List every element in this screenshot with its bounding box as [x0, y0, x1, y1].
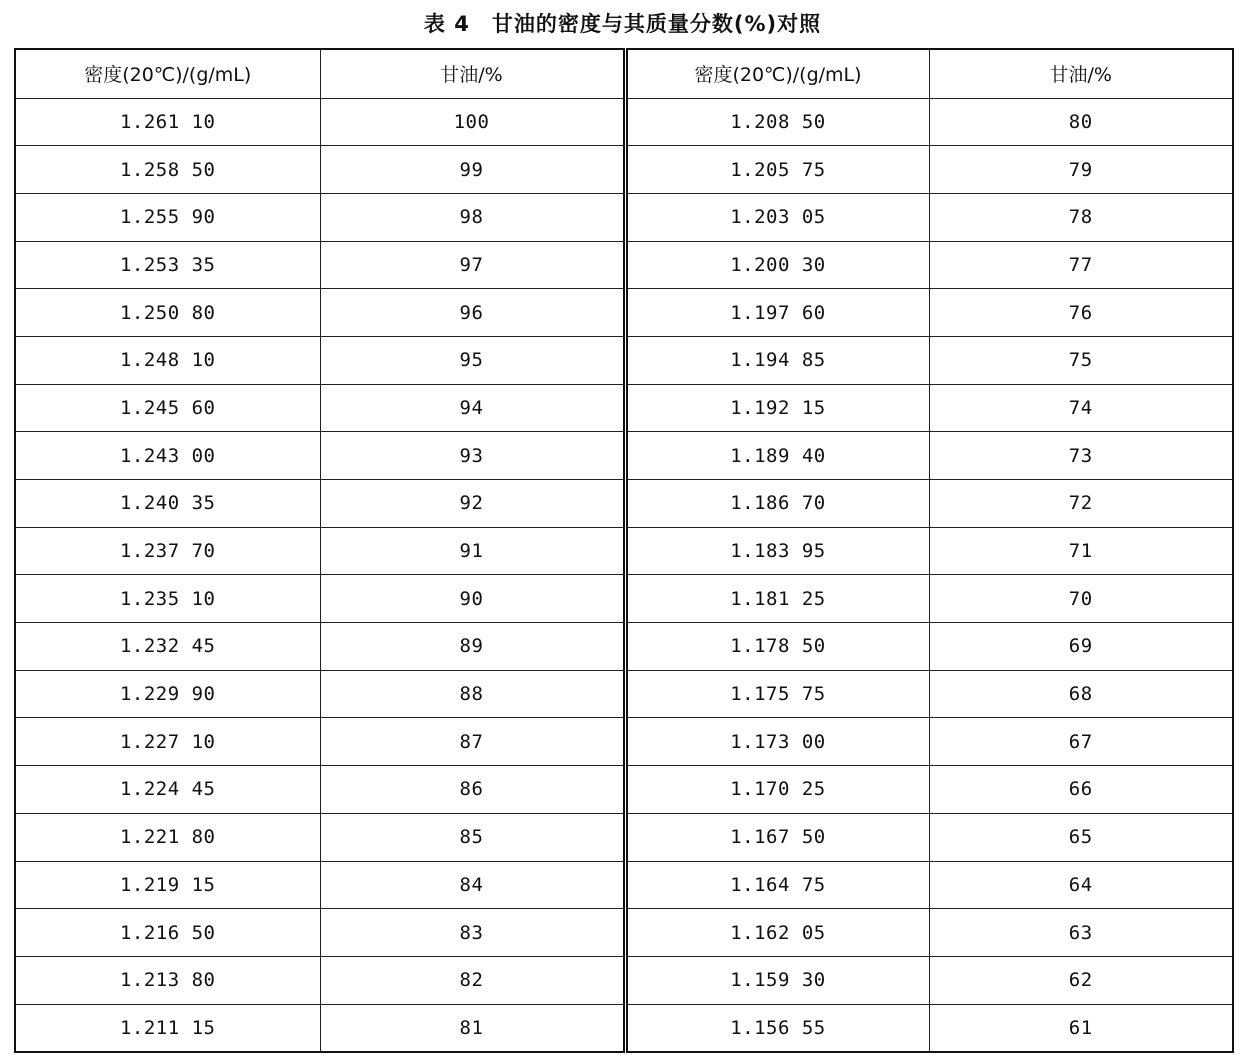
table-row	[15, 146, 1233, 194]
density-cell-left: 1.219 15	[15, 861, 320, 909]
density-cell-left: 1.213 80	[15, 956, 320, 1004]
density-cell-right: 1.170 25	[625, 766, 929, 814]
glycerol-cell-left: 86	[320, 766, 625, 814]
glycerol-cell-right: 78	[929, 193, 1233, 241]
glycerol-cell-right: 72	[929, 480, 1233, 528]
glycerol-cell-right: 80	[929, 98, 1233, 146]
table-row	[15, 718, 1233, 766]
glycerol-cell-right: 62	[929, 956, 1233, 1004]
glycerol-cell-right: 70	[929, 575, 1233, 623]
table-row	[15, 384, 1233, 432]
table-row	[15, 575, 1233, 623]
glycerol-cell-left: 83	[320, 909, 625, 957]
density-cell-right: 1.156 55	[625, 1004, 929, 1052]
glycerol-cell-right: 69	[929, 623, 1233, 671]
density-cell-right: 1.167 50	[625, 813, 929, 861]
glycerol-cell-right: 73	[929, 432, 1233, 480]
density-cell-right: 1.181 25	[625, 575, 929, 623]
density-cell-right: 1.164 75	[625, 861, 929, 909]
header-glycerol-left: 甘油/%	[320, 49, 625, 98]
glycerol-cell-right: 75	[929, 336, 1233, 384]
glycerol-cell-right: 66	[929, 766, 1233, 814]
glycerol-cell-left: 90	[320, 575, 625, 623]
header-density-left: 密度(20℃)/(g/mL)	[15, 49, 320, 98]
density-cell-right: 1.203 05	[625, 193, 929, 241]
density-cell-left: 1.250 80	[15, 289, 320, 337]
glycerol-density-table	[14, 48, 1234, 1053]
density-cell-right: 1.205 75	[625, 146, 929, 194]
density-cell-left: 1.237 70	[15, 527, 320, 575]
glycerol-cell-right: 74	[929, 384, 1233, 432]
table-row	[15, 289, 1233, 337]
header-row	[15, 49, 1233, 98]
glycerol-cell-right: 65	[929, 813, 1233, 861]
glycerol-cell-left: 89	[320, 623, 625, 671]
glycerol-cell-left: 93	[320, 432, 625, 480]
glycerol-cell-left: 97	[320, 241, 625, 289]
header-density-right: 密度(20℃)/(g/mL)	[625, 49, 929, 98]
glycerol-cell-right: 76	[929, 289, 1233, 337]
density-cell-right: 1.192 15	[625, 384, 929, 432]
density-cell-right: 1.200 30	[625, 241, 929, 289]
glycerol-cell-left: 85	[320, 813, 625, 861]
table-row	[15, 241, 1233, 289]
glycerol-cell-right: 67	[929, 718, 1233, 766]
density-cell-left: 1.235 10	[15, 575, 320, 623]
glycerol-cell-left: 87	[320, 718, 625, 766]
density-cell-left: 1.255 90	[15, 193, 320, 241]
glycerol-cell-right: 61	[929, 1004, 1233, 1052]
density-cell-left: 1.232 45	[15, 623, 320, 671]
glycerol-cell-left: 92	[320, 480, 625, 528]
table-number: 表 4	[423, 12, 470, 36]
density-cell-left: 1.243 00	[15, 432, 320, 480]
density-cell-left: 1.261 10	[15, 98, 320, 146]
density-cell-left: 1.240 35	[15, 480, 320, 528]
glycerol-cell-left: 81	[320, 1004, 625, 1052]
density-cell-left: 1.258 50	[15, 146, 320, 194]
glycerol-cell-left: 82	[320, 956, 625, 1004]
glycerol-cell-left: 96	[320, 289, 625, 337]
density-cell-right: 1.175 75	[625, 670, 929, 718]
density-cell-left: 1.248 10	[15, 336, 320, 384]
density-cell-left: 1.229 90	[15, 670, 320, 718]
table-row	[15, 1004, 1233, 1052]
glycerol-cell-left: 84	[320, 861, 625, 909]
density-cell-left: 1.253 35	[15, 241, 320, 289]
glycerol-cell-left: 100	[320, 98, 625, 146]
table-row	[15, 956, 1233, 1004]
density-cell-left: 1.224 45	[15, 766, 320, 814]
glycerol-cell-right: 63	[929, 909, 1233, 957]
table-row	[15, 336, 1233, 384]
density-cell-right: 1.194 85	[625, 336, 929, 384]
table-row	[15, 527, 1233, 575]
table-row	[15, 432, 1233, 480]
density-cell-right: 1.186 70	[625, 480, 929, 528]
table-row	[15, 98, 1233, 146]
glycerol-cell-left: 98	[320, 193, 625, 241]
table-row	[15, 766, 1233, 814]
header-glycerol-right: 甘油/%	[929, 49, 1233, 98]
table-row	[15, 480, 1233, 528]
density-cell-right: 1.208 50	[625, 98, 929, 146]
density-cell-left: 1.216 50	[15, 909, 320, 957]
glycerol-cell-right: 79	[929, 146, 1233, 194]
density-cell-right: 1.162 05	[625, 909, 929, 957]
glycerol-cell-right: 77	[929, 241, 1233, 289]
density-cell-right: 1.173 00	[625, 718, 929, 766]
density-cell-left: 1.227 10	[15, 718, 320, 766]
table-row	[15, 623, 1233, 671]
density-cell-right: 1.183 95	[625, 527, 929, 575]
glycerol-cell-left: 95	[320, 336, 625, 384]
table-caption	[0, 6, 1245, 42]
glycerol-cell-right: 64	[929, 861, 1233, 909]
glycerol-cell-right: 68	[929, 670, 1233, 718]
glycerol-cell-right: 71	[929, 527, 1233, 575]
table-row	[15, 670, 1233, 718]
table-body	[15, 98, 1233, 1052]
table-title: 甘油的密度与其质量分数(%)对照	[491, 12, 822, 36]
glycerol-cell-left: 91	[320, 527, 625, 575]
density-cell-right: 1.189 40	[625, 432, 929, 480]
density-cell-left: 1.221 80	[15, 813, 320, 861]
density-cell-left: 1.245 60	[15, 384, 320, 432]
glycerol-cell-left: 94	[320, 384, 625, 432]
density-cell-right: 1.159 30	[625, 956, 929, 1004]
table-row	[15, 909, 1233, 957]
density-cell-right: 1.178 50	[625, 623, 929, 671]
table-row	[15, 813, 1233, 861]
density-cell-left: 1.211 15	[15, 1004, 320, 1052]
glycerol-cell-left: 99	[320, 146, 625, 194]
table-row	[15, 861, 1233, 909]
table-row	[15, 193, 1233, 241]
glycerol-cell-left: 88	[320, 670, 625, 718]
density-cell-right: 1.197 60	[625, 289, 929, 337]
